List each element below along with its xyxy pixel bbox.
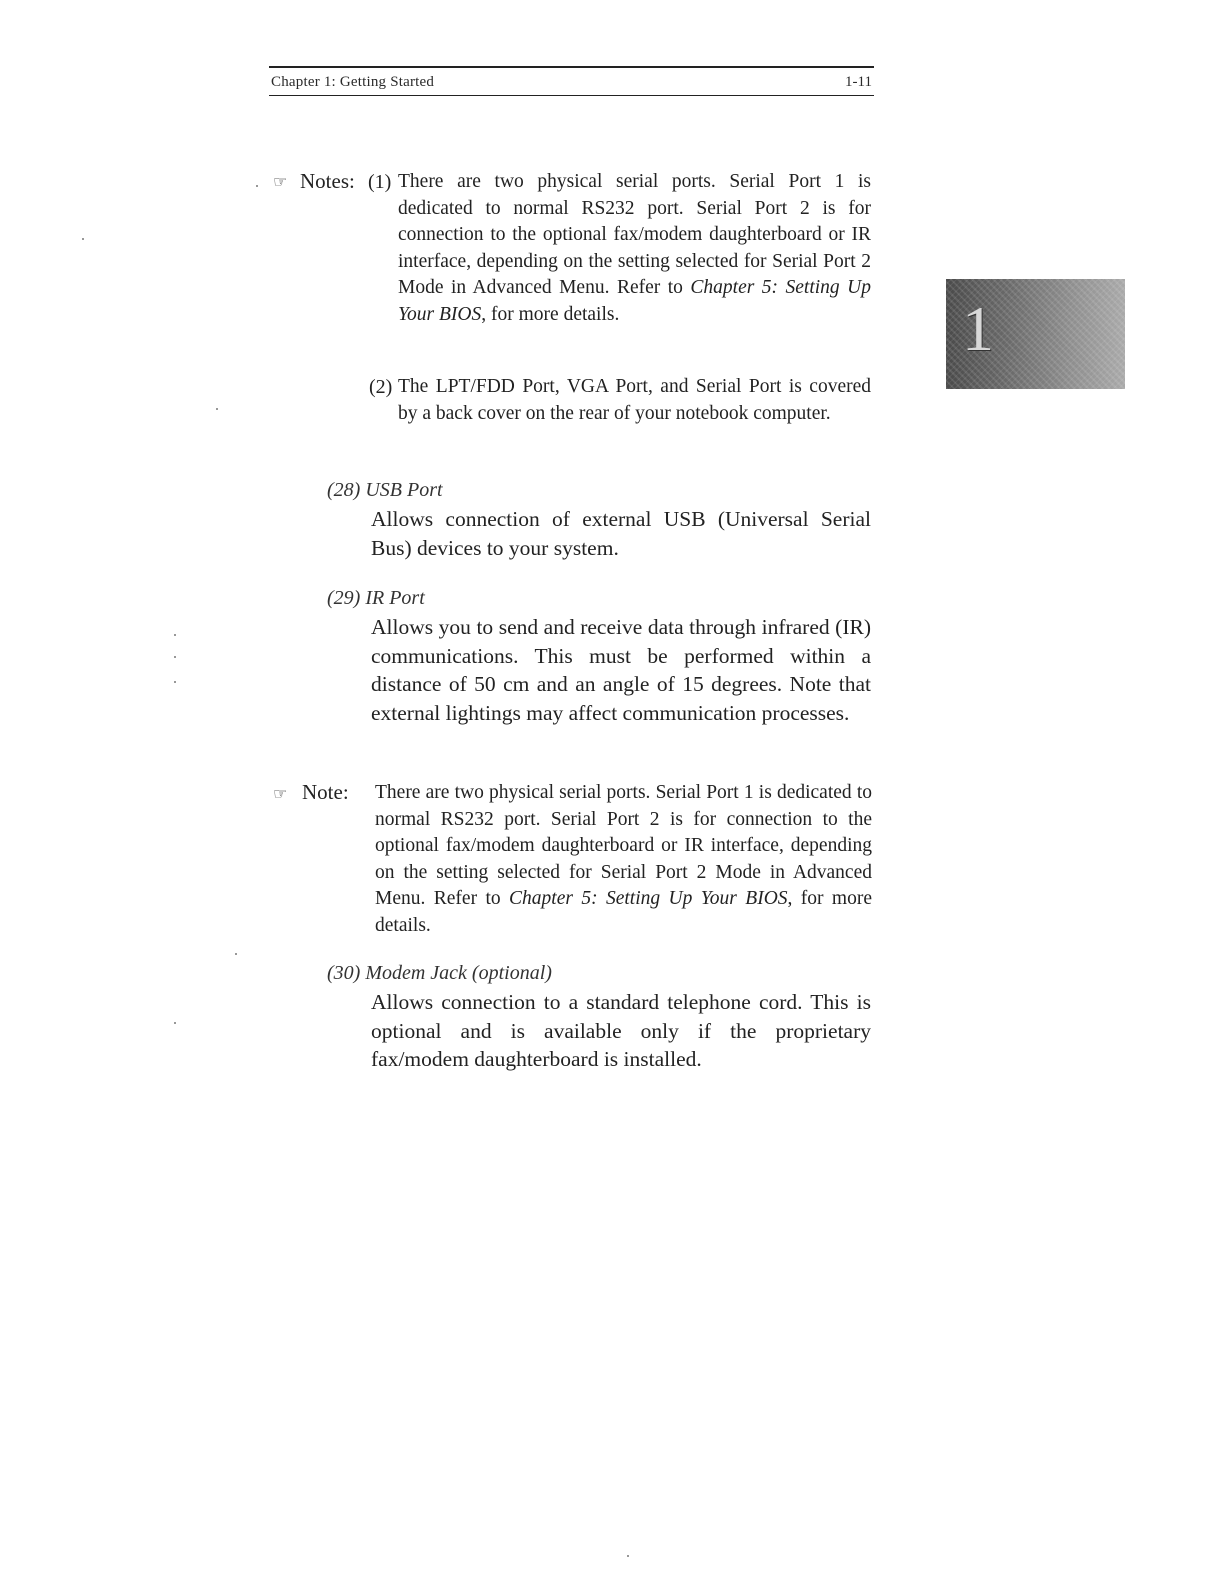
usb-port-description: Allows connection of external USB (Universal Serial Bus) devices to your system. — [371, 507, 871, 560]
header-rule-bottom — [269, 95, 874, 96]
note-text-a: There are two physical serial ports. Serial Port 1 is dedicated to normal RS232 port. Serial Port 2 is for connection to the optional fax/modem daughterboard or IR interface, depending on the setting selected for Serial Port 2 Mode in Advanced Menu. Refer to — [375, 782, 872, 909]
scan-speck — [256, 185, 258, 187]
page-number: 1-11 — [845, 74, 872, 90]
note-text — [375, 780, 872, 939]
notes-item-2-text: The LPT/FDD Port, VGA Port, and Serial Port is covered by a back cover on the rear of your notebook computer. — [398, 376, 871, 424]
running-header-chapter: Chapter 1: Getting Started — [271, 74, 435, 90]
scan-speck — [174, 681, 176, 683]
note-reference: Chapter 5: Setting Up Your BIOS — [509, 888, 788, 909]
note-label: Note: — [302, 780, 349, 804]
header-rule-top — [269, 66, 874, 68]
pointing-hand-icon-2: ☞ — [273, 784, 288, 803]
notes-label: Notes: — [300, 169, 355, 193]
notes-item-1-number: (1) — [368, 171, 392, 193]
chapter-tab — [946, 279, 1125, 389]
pointing-hand-icon: ☞ — [273, 172, 288, 191]
chapter-tab-number: 1 — [962, 293, 994, 364]
scan-speck — [174, 634, 176, 636]
notes-item-1-text — [398, 169, 871, 328]
note-text-b: , for more details. — [375, 888, 872, 936]
notes-item-1-text-a: There are two physical serial ports. Serial Port 1 is dedicated to normal RS232 port. Serial Port 2 is for connection to the optional fax/modem daughterboard or IR interface, depending on the setting selected for Serial Port 2 Mode in Advanced Menu. Refer to — [398, 171, 871, 298]
ir-port-heading: (29) IR Port — [327, 587, 425, 609]
notes-item-2-number: (2) — [369, 376, 393, 398]
notes-item-1-reference: Chapter 5: Setting Up Your BIOS — [398, 277, 871, 325]
scan-speck — [235, 953, 237, 955]
scan-speck — [216, 408, 218, 410]
modem-jack-heading: (30) Modem Jack (optional) — [327, 962, 552, 984]
scan-speck — [174, 656, 176, 658]
scan-speck — [627, 1555, 629, 1557]
usb-port-heading: (28) USB Port — [327, 479, 443, 501]
modem-jack-description: Allows connection to a standard telephone cord. This is optional and is available only if the proprietary fax/modem daughterboard is installed. — [371, 990, 871, 1071]
scan-speck — [82, 238, 84, 240]
ir-port-description: Allows you to send and receive data through infrared (IR) communications. This must be performed within a distance of 50 cm and an angle of 15 degrees. Note that external lightings may affect communication processes. — [371, 615, 871, 725]
notes-item-1-text-b: , for more details. — [481, 303, 620, 325]
scan-speck — [174, 1022, 176, 1024]
